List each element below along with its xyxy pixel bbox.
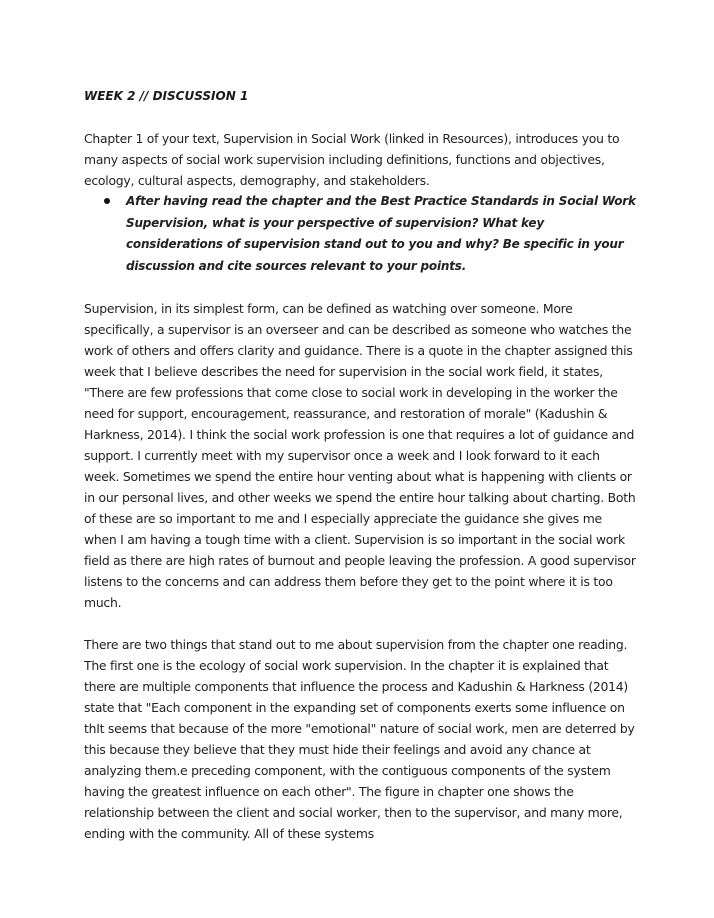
prompt-text: After having read the chapter and the Best Practice Standards in Social Work Supervision, what is your perspective of supervision? What key considerations of supervision stand out to you and why? Be specific in your discussion and cite sources relevant to your points. xyxy=(126,194,636,273)
document-heading: WEEK 2 // DISCUSSION 1 xyxy=(84,89,249,103)
bullet-icon xyxy=(104,198,110,204)
body-paragraph-2: There are two things that stand out to me about supervision from the chapter one reading. The first one is the ecology of social work supervision. In the chapter it is explained that there are multiple components that influence the process and Kadushin & Harkness (2014) state that "Each component in the expanding set of components exerts some influence on thIt seems that because of the more "emotional" nature of social work, men are deterred by this because they believe that they must hide their feelings and avoid any chance at analyzing them.e preceding component, with the contiguous components of the system having the greatest influence on each other". The figure in chapter one shows the relationship between the client and social worker, then to the supervisor, and many more, ending with the community. All of these systems xyxy=(84,637,635,841)
spacer xyxy=(84,277,636,298)
body-paragraph-1: Supervision, in its simplest form, can be defined as watching over someone. More specifically, a supervisor is an overseer and can be described as someone who watches the work of others and offers clarity and guidance. There is a quote in the chapter assigned this week that I believe describes the need for supervision in the social work field, it states, "There are few professions that come close to social work in developing in the worker the need for support, encouragement, reassurance, and restoration of morale" (Kadushin & Harkness, 2014). I think the social work profession is one that requires a lot of guidance and support. I currently meet with my supervisor once a week and I look forward to it each week. Sometimes we spend the entire hour venting about what is happening with clients or in our personal lives, and other weeks we spend the entire hour talking about charting. Both of these are so important to me and I especially appreciate the guidance she gives me when I am having a tough time with a client. Supervision is so important in the social work field as there are high rates of burnout and people leaving the profession. A good supervisor listens to the concerns and can address them before they get to the point where it is too much. xyxy=(84,301,636,610)
prompt-bullet xyxy=(84,191,636,277)
intro-paragraph: Chapter 1 of your text, Supervision in Social Work (linked in Resources), introduces you to many aspects of social work supervision including definitions, functions and objectives, ecology, cultural aspects, demography, and stakeholders. xyxy=(84,131,620,188)
spacer xyxy=(84,613,636,634)
document-page xyxy=(84,86,636,844)
